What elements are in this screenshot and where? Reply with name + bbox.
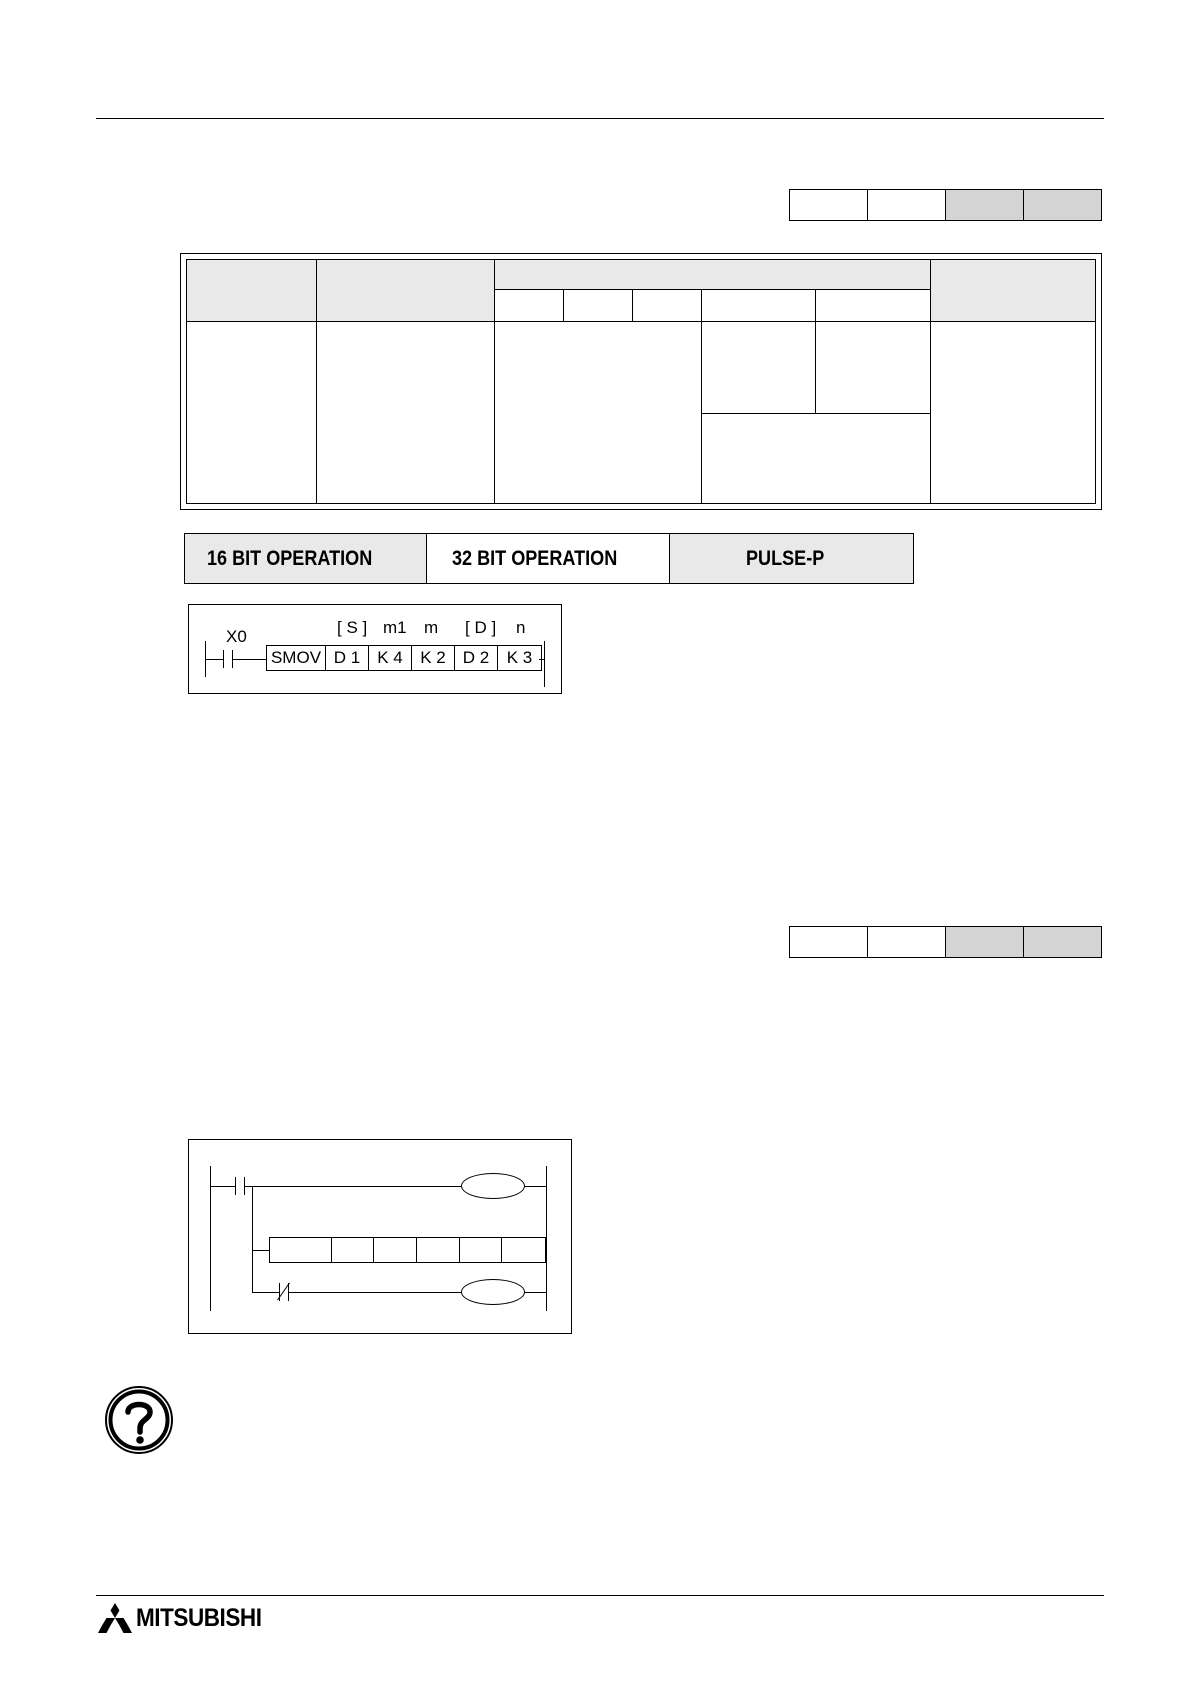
left-power-rail xyxy=(210,1166,211,1311)
wire xyxy=(210,1186,235,1187)
op-32bit xyxy=(426,533,670,584)
output-coil xyxy=(461,1279,525,1305)
table-divider xyxy=(187,321,1095,322)
ladder-diagram-blank xyxy=(188,1139,572,1334)
contact-label: X0 xyxy=(226,627,247,646)
strip-cell xyxy=(946,927,1024,957)
wire xyxy=(252,1250,269,1251)
instruction-cell xyxy=(417,1238,460,1262)
wire xyxy=(232,659,266,660)
table-header-cell xyxy=(931,260,1095,321)
strip-cell xyxy=(868,190,946,220)
three-diamonds-icon xyxy=(98,1603,132,1633)
instruction-cell xyxy=(332,1238,375,1262)
operand-label-s: [ S ] xyxy=(337,618,368,637)
table-header-cell xyxy=(317,260,494,321)
wire xyxy=(525,1186,546,1187)
op-16bit xyxy=(184,533,427,584)
instruction-cell xyxy=(460,1238,503,1262)
applicability-strip-top xyxy=(789,189,1102,221)
contact-symbol xyxy=(235,1177,236,1195)
wire xyxy=(288,1292,461,1293)
right-power-rail xyxy=(544,641,545,687)
table-divider xyxy=(563,289,564,321)
table-divider xyxy=(701,413,930,414)
table-subheader-cell xyxy=(495,290,563,321)
instruction-cell xyxy=(374,1238,417,1262)
operand-label-m: m xyxy=(424,618,439,637)
parameter-table xyxy=(180,253,1102,510)
instruction-row-blank xyxy=(269,1237,546,1263)
contact-symbol xyxy=(223,650,224,668)
table-divider xyxy=(930,260,931,503)
wire xyxy=(252,1292,279,1293)
output-coil xyxy=(461,1173,525,1199)
wire xyxy=(205,659,223,660)
instruction-row xyxy=(266,645,542,671)
instruction-mnemonic: SMOV xyxy=(267,646,326,670)
table-divider xyxy=(494,260,495,503)
footer-rule xyxy=(96,1595,1104,1596)
header-rule xyxy=(96,118,1104,119)
table-divider xyxy=(316,260,317,503)
operand-label-m1: m1 xyxy=(383,618,407,637)
parameter-table-inner xyxy=(186,259,1096,504)
op-32bit-label: 32 BIT OPERATION xyxy=(452,546,618,570)
op-16bit-label: 16 BIT OPERATION xyxy=(207,546,373,570)
table-header-cell xyxy=(187,260,316,321)
table-divider xyxy=(494,289,930,290)
wire xyxy=(525,1292,546,1293)
strip-cell xyxy=(868,927,946,957)
strip-cell xyxy=(946,190,1024,220)
right-power-rail xyxy=(546,1166,547,1311)
op-pulse-label: PULSE-P xyxy=(746,546,825,570)
instruction-operand: D 2 xyxy=(455,646,498,670)
wire xyxy=(244,1186,461,1187)
table-divider xyxy=(632,289,633,321)
operand-label-n: n xyxy=(516,618,526,637)
instruction-operand: D 1 xyxy=(326,646,369,670)
instruction-operand: K 3 xyxy=(506,648,533,667)
instruction-operand: K 2 xyxy=(412,646,455,670)
strip-cell xyxy=(1024,927,1101,957)
applicability-strip-bottom xyxy=(789,926,1102,958)
brand-name: MITSUBISHI xyxy=(136,1603,262,1632)
operand-label-d: [ D ] xyxy=(465,618,497,637)
branch-wire xyxy=(252,1186,253,1292)
strip-cell xyxy=(790,190,868,220)
instruction-operand: K 4 xyxy=(369,646,412,670)
strip-cell xyxy=(790,927,868,957)
table-header-group xyxy=(495,260,930,289)
strip-cell xyxy=(1024,190,1101,220)
brand-logo xyxy=(98,1603,275,1633)
instruction-cell xyxy=(270,1238,332,1262)
ladder-diagram-smov xyxy=(188,604,562,694)
question-mark-icon xyxy=(104,1385,174,1455)
table-divider xyxy=(815,289,816,413)
instruction-cell xyxy=(502,1238,545,1262)
op-pulse xyxy=(669,533,914,584)
